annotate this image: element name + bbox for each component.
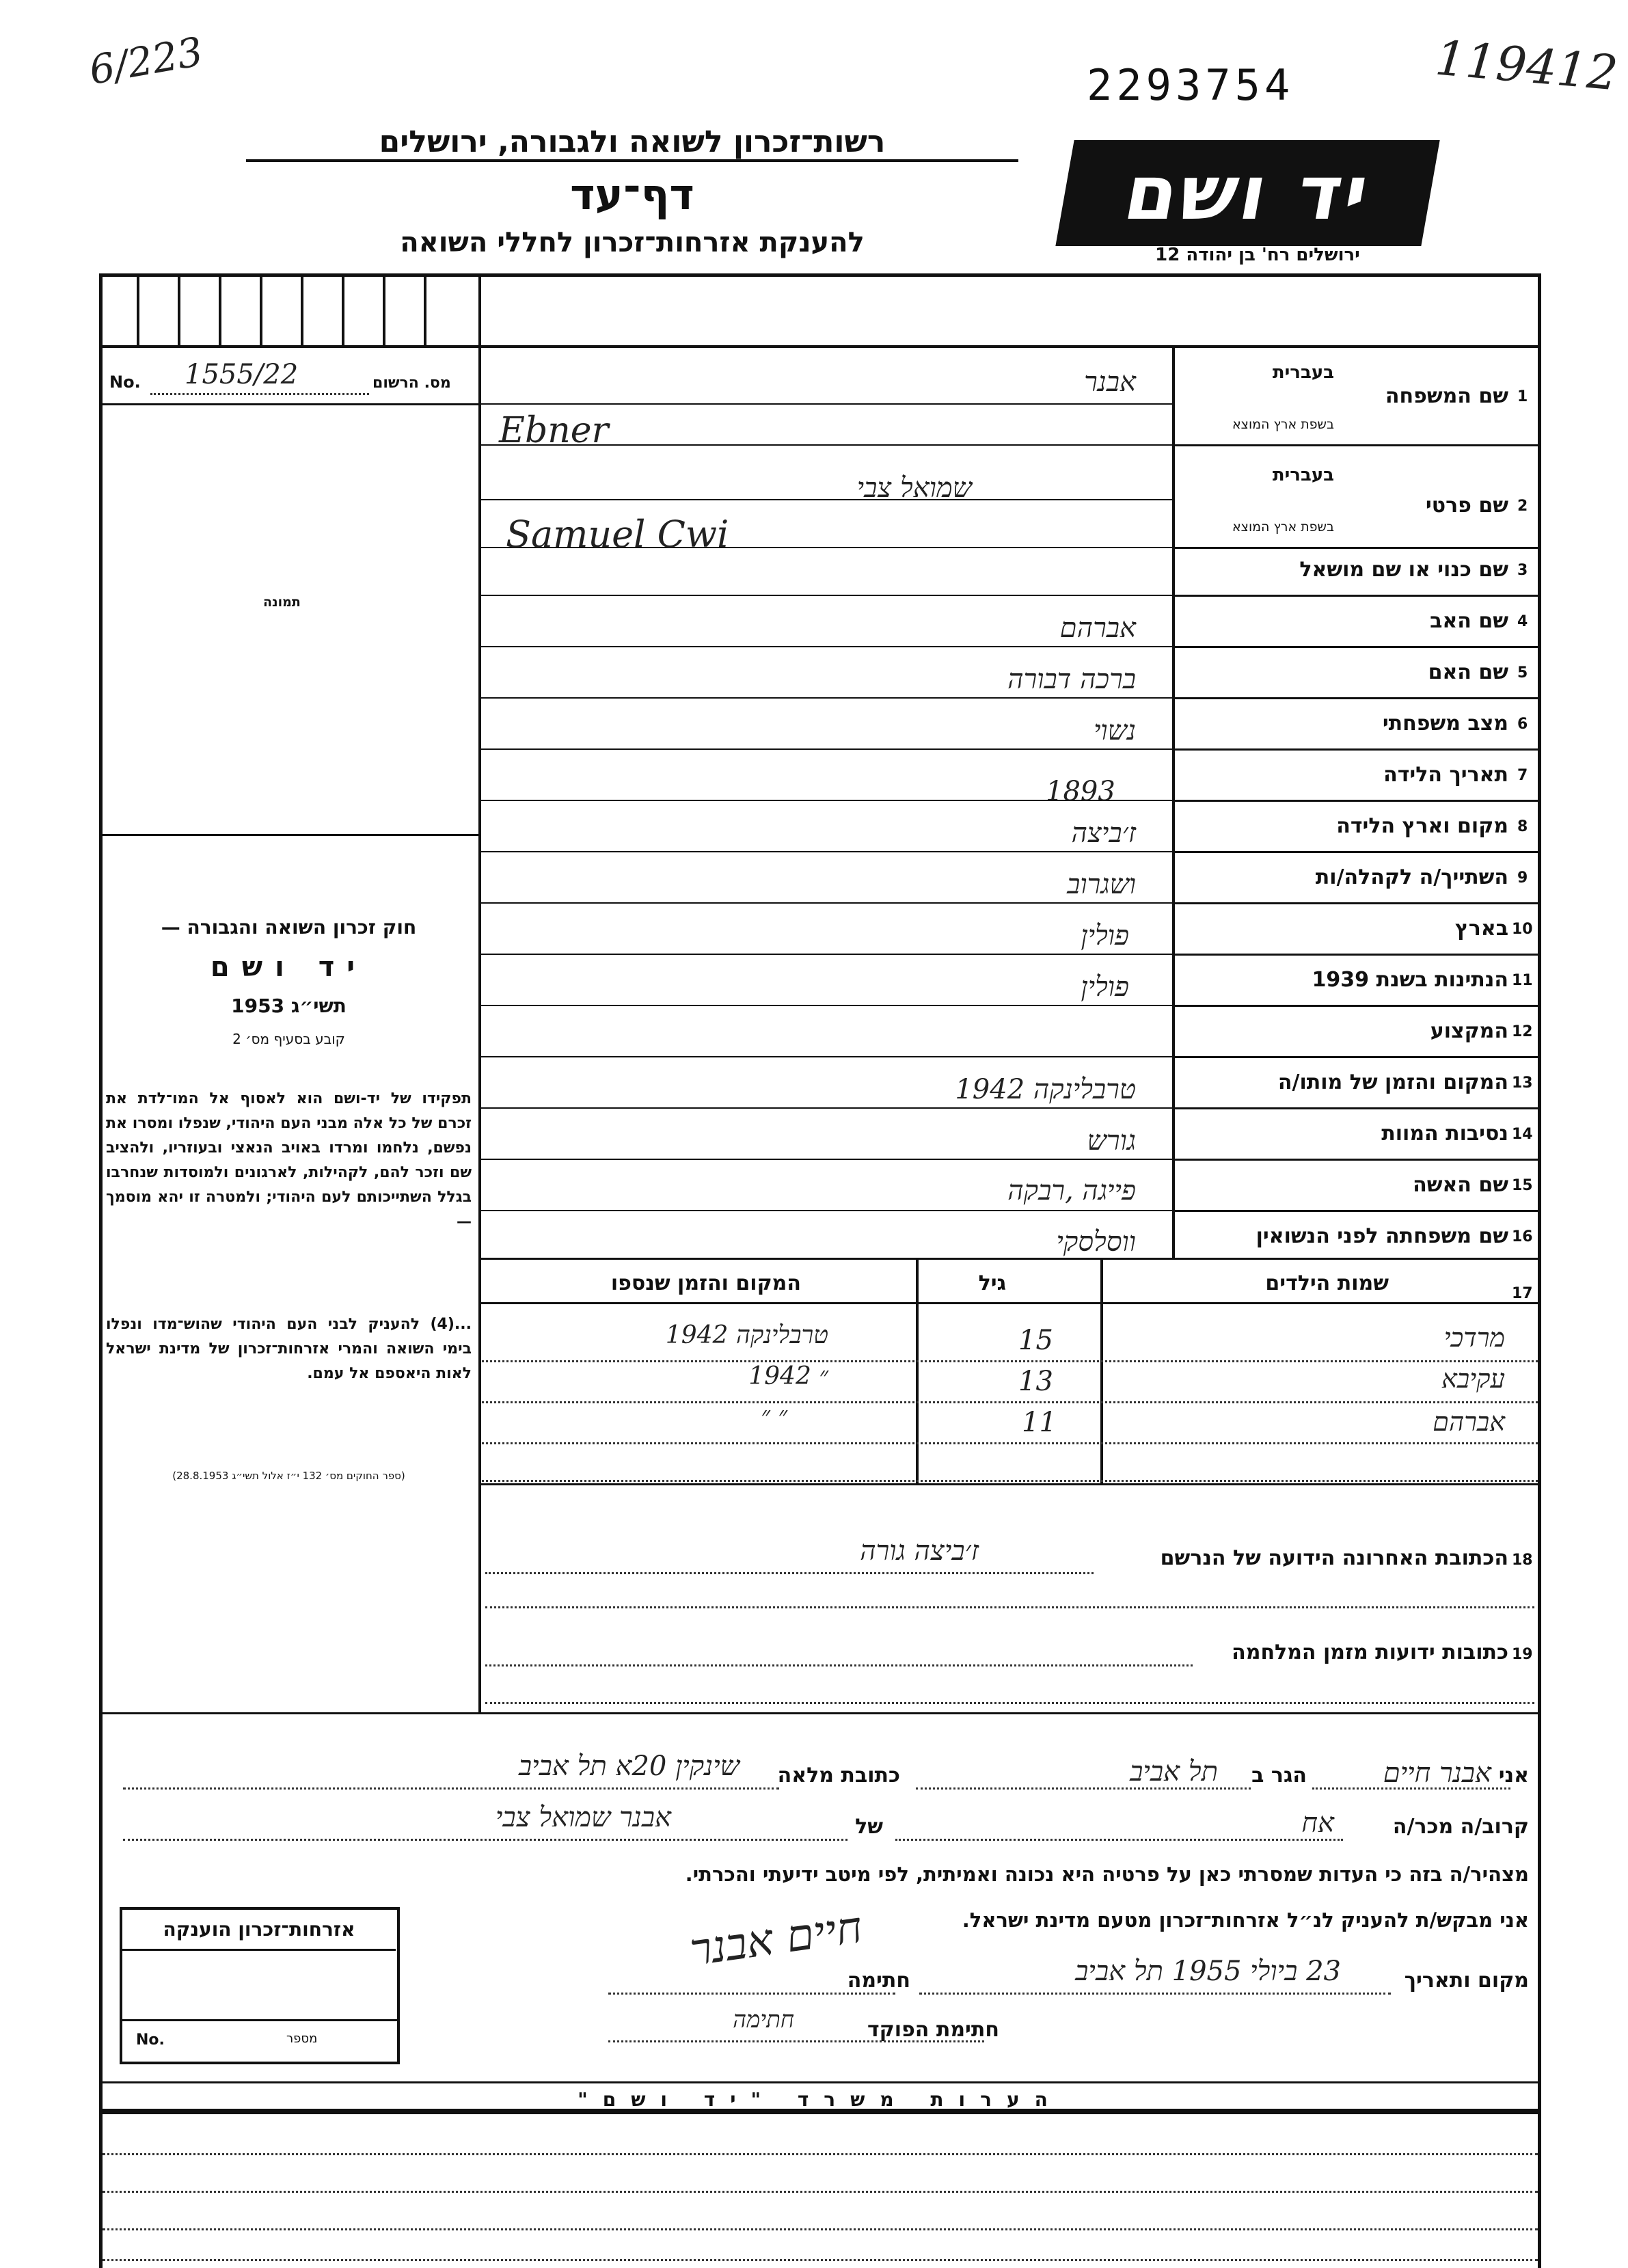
children-col-age: גיל <box>978 1271 1006 1295</box>
child-2-name: עקיבא <box>1441 1364 1505 1394</box>
field-13-value: טרבלינקה 1942 <box>955 1074 1136 1105</box>
declarant-of-label: של <box>855 1815 883 1839</box>
field-10-label: בארץ <box>1454 917 1508 941</box>
org-name: רשות־זכרון לשואה ולגבורה, ירושלים <box>246 124 1018 162</box>
field-16-number: 16 <box>1512 1228 1533 1245</box>
child-1-name: מרדכי <box>1443 1323 1505 1353</box>
law-clause: קובע בסעיף מס׳ 2 <box>232 1031 345 1047</box>
law-text-2: ...(4) להעניק לבני העם היהודי שהוש־מדו ונפלו בימי השואה והמרי אזרחות־זכרון של מדינת ישראל לאות היאספם אל עמם. <box>106 1316 472 1382</box>
field-4-number: 4 <box>1517 613 1528 630</box>
field-6-value: נשוי <box>1093 715 1136 746</box>
place-date-value: 23 ביולי 1955 תל אביב <box>1075 1956 1341 1987</box>
field-8-value: ז׳ביצה <box>1071 818 1136 849</box>
office-notes-title: הערות משרד "יד ושם" <box>578 2088 1063 2111</box>
law-heading: חוק זכרון השואה והגבורה — <box>161 916 417 939</box>
field-9-value: ושגרוב <box>1067 869 1136 900</box>
form-subtitle: להענקת אזרחות־זכרון לחללי השואה <box>400 227 865 258</box>
field-19-label: כתובות ידועות מזמן המלחמה <box>1232 1641 1508 1664</box>
field-1-number: 1 <box>1517 388 1528 405</box>
certificate-title: אזרחות־זכרון הוענקה <box>122 1918 396 1951</box>
field-10-number: 10 <box>1512 921 1533 938</box>
field-8-label: מקום וארץ הלידה <box>1336 814 1508 838</box>
field-15-number: 15 <box>1512 1177 1533 1194</box>
official-sign-label: חתימת הפוקד <box>867 2018 999 2042</box>
field-16-label: שם משפחתה לפני הנשואין <box>1256 1224 1508 1248</box>
field-15-label: שם האשה <box>1413 1173 1508 1197</box>
declarant-i-label: אני <box>1498 1764 1529 1787</box>
law-year: תשי״ג 1953 <box>231 995 347 1017</box>
request-text: אני מבקש/ת להעניק לנ״ל אזרחות־זכרון מטעם מדינת ישראל. <box>962 1908 1529 1932</box>
field-2-sub-hebrew: בעברית <box>1272 465 1334 485</box>
declarant-name: אבנר חיים <box>1383 1757 1491 1789</box>
field-6-label: מצב משפחתי <box>1382 712 1508 735</box>
field-1-value-origin: Ebner <box>499 410 609 451</box>
declarant-address-label: כתובת מלאה <box>777 1764 900 1787</box>
field-11-value: פולין <box>1081 971 1129 1003</box>
reg-number-prefix: No. <box>109 373 141 392</box>
declaration-text: מצהיר/ה בזה כי העדות שמסרתי כאן על פרטיה היא נכונה ואמיתית, לפי מיטב ידיעתי והכרתי. <box>685 1863 1529 1886</box>
field-13-number: 13 <box>1512 1075 1533 1092</box>
field-10-value: פולין <box>1081 920 1129 951</box>
field-2-label: שם פרטי <box>1425 494 1508 517</box>
field-18-value: ז׳ביצה גורה <box>860 1535 979 1567</box>
child-2-place: ״ 1942 <box>748 1362 828 1390</box>
field-2-sub-origin: בשפת ארץ המוצא <box>1232 519 1334 535</box>
field-12-label: המקצוע <box>1430 1019 1508 1043</box>
children-col-names: שמות הילדים <box>1265 1271 1389 1295</box>
certificate-no-hebrew: מספר <box>286 2031 318 2046</box>
declarant-relative-value: אח <box>1301 1807 1334 1839</box>
field-1-sub-origin: בשפת ארץ המוצא <box>1232 417 1334 432</box>
declarant-relative-label: קרוב/ה מכר/ה <box>1392 1815 1529 1839</box>
yad-vashem-logo: יד ושם <box>1055 140 1439 246</box>
field-3-number: 3 <box>1517 562 1528 579</box>
field-5-label: שם האם <box>1428 660 1508 684</box>
field-14-value: גורש <box>1087 1125 1136 1157</box>
law-text-1: תפקידו של יד-ושם הוא לאסוף אל המו־לדת את זכרם של כל אלה מבני העם היהודי, שנפלו ומסרו את נפשם, נלחמו ומרדו באויב הנאצי ובעוזריו, ולהציב שם וזכר להם, לקהילות, לארגונים ולמוסדות שנחרבו בגלל השתייכותם לעם היהודי; ולמטרה זו יהא מוסמך — <box>106 1090 472 1230</box>
field-4-label: שם האב <box>1430 609 1508 633</box>
field-2-number: 2 <box>1517 498 1528 515</box>
law-reference: (ספר החוקים מס׳ 132 י״ז אלול תשי״ג 28.8.1953) <box>172 1470 405 1482</box>
declarant-resides-label: הגר ב <box>1251 1764 1307 1787</box>
child-3-name: אברהם <box>1433 1407 1505 1437</box>
field-5-value: ברכה דבורה <box>1007 664 1136 695</box>
children-col-place: המקום והזמן שנספו <box>610 1271 801 1295</box>
certificate-no-label: No. <box>136 2031 165 2049</box>
field-1-label: שם המשפחה <box>1385 384 1508 408</box>
field-18-label: הכתובת האחרונה הידועה של הנרשם <box>1160 1546 1508 1570</box>
field-7-number: 7 <box>1517 767 1528 784</box>
field-7-value: 1893 <box>1046 776 1115 807</box>
logo-address: ירושלים רח' בן יהודה 12 <box>1155 245 1360 265</box>
archive-stamp-right: 119412 <box>1433 29 1620 102</box>
child-3-age: 11 <box>1022 1407 1057 1438</box>
certificate-box <box>120 1907 400 2064</box>
field-2-value-origin: Samuel Cwi <box>506 513 729 556</box>
photo-label: תמונה <box>263 595 301 610</box>
field-6-number: 6 <box>1517 716 1528 733</box>
official-sign-value: חתימה <box>733 2006 794 2034</box>
form-title: דף־עד <box>570 170 694 219</box>
reg-number-value: 1555/22 <box>185 359 299 390</box>
field-8-number: 8 <box>1517 818 1528 835</box>
field-11-label: הנתינות בשנת 1939 <box>1312 968 1508 992</box>
field-14-label: נסיבות המוות <box>1381 1122 1508 1146</box>
place-date-label: מקום ותאריך <box>1404 1969 1529 1993</box>
serial-number: 2293754 <box>1087 60 1294 110</box>
field-3-label: שם כנוי או שם מושאל <box>1299 558 1508 582</box>
field-5-number: 5 <box>1517 664 1528 681</box>
field-14-number: 14 <box>1512 1126 1533 1143</box>
child-1-age: 15 <box>1018 1325 1053 1356</box>
declarant-address-value: שינקין 20א תל אביב <box>518 1751 740 1782</box>
field-11-number: 11 <box>1512 972 1533 989</box>
reg-number-label: מס. הרשום <box>372 375 451 392</box>
signature-label: חתימה <box>847 1969 910 1993</box>
field-15-value: פייגה ,רבקה <box>1007 1175 1136 1206</box>
archive-stamp-left: 6/223 <box>85 28 206 94</box>
child-2-age: 13 <box>1018 1366 1053 1397</box>
field-12-number: 12 <box>1512 1023 1533 1040</box>
declarant-of-value: אבנר שמואל צבי <box>495 1802 671 1833</box>
signature-value: חיים אבנר <box>686 1902 865 1977</box>
field-1-sub-hebrew: בעברית <box>1272 362 1334 383</box>
field-7-label: תאריך הלידה <box>1383 763 1508 787</box>
field-2-value-hebrew: שמואל צבי <box>856 472 972 504</box>
field-19-number: 19 <box>1512 1646 1533 1663</box>
child-1-place: טרבלינקה 1942 <box>665 1321 828 1349</box>
child-3-place: ״ ״ <box>761 1402 787 1430</box>
declarant-resides-value: תל אביב <box>1130 1756 1218 1787</box>
field-1-value-hebrew: אבנר <box>1084 366 1136 398</box>
children-number: 17 <box>1512 1285 1533 1302</box>
field-9-number: 9 <box>1517 869 1528 887</box>
law-name: יד ושם <box>210 951 368 983</box>
field-13-label: המקום והזמן של מותו/ה <box>1277 1070 1508 1094</box>
field-18-number: 18 <box>1512 1552 1533 1569</box>
field-9-label: השתייך/ה לקהלה/ות <box>1315 865 1508 889</box>
field-4-value: אברהם <box>1059 612 1136 644</box>
field-16-value: ווסלסקי <box>1056 1226 1136 1258</box>
